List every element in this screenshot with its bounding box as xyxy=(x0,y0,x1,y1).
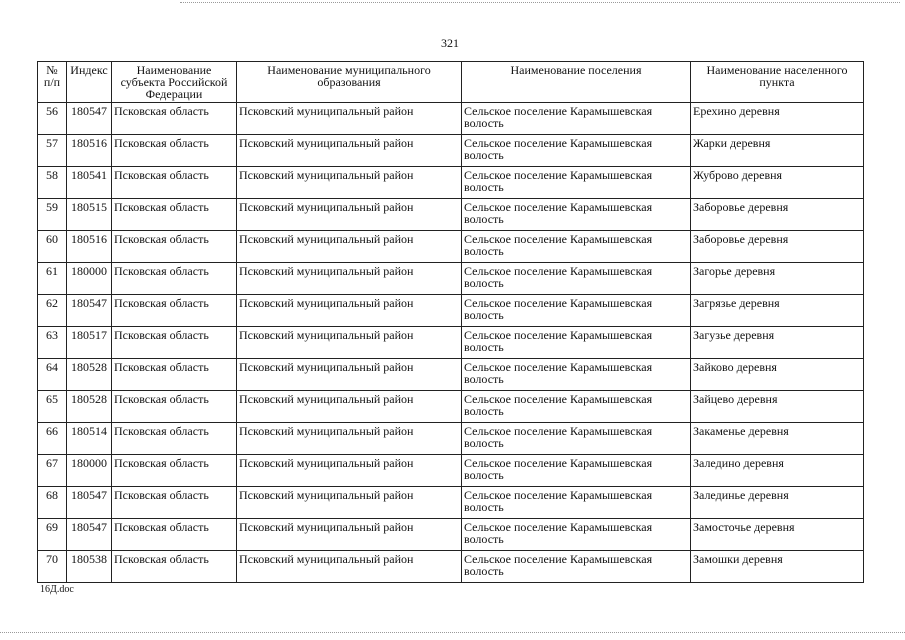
table-header-row xyxy=(38,62,864,103)
cell-municipality: Псковский муниципальный район xyxy=(237,135,462,167)
cell-index: 180547 xyxy=(67,295,112,327)
cell-subject: Псковская область xyxy=(112,295,237,327)
cell-settlement: Сельское поселение Карамышевская волость xyxy=(462,231,691,263)
cell-locality: Залединье деревня xyxy=(691,487,864,519)
cell-subject: Псковская область xyxy=(112,231,237,263)
cell-subject: Псковская область xyxy=(112,487,237,519)
cell-locality: Замосточье деревня xyxy=(691,519,864,551)
cell-locality: Закаменье деревня xyxy=(691,423,864,455)
table-row xyxy=(38,487,864,519)
cell-municipality: Псковский муниципальный район xyxy=(237,423,462,455)
cell-settlement: Сельское поселение Карамышевская волость xyxy=(462,423,691,455)
table-row xyxy=(38,423,864,455)
cell-index: 180547 xyxy=(67,519,112,551)
cell-municipality: Псковский муниципальный район xyxy=(237,391,462,423)
cell-municipality: Псковский муниципальный район xyxy=(237,487,462,519)
cell-num: 67 xyxy=(38,455,67,487)
header-municipality: Наименование муниципального образования xyxy=(237,62,462,103)
table-row xyxy=(38,199,864,231)
cell-locality: Ерехино деревня xyxy=(691,103,864,135)
cell-index: 180547 xyxy=(67,487,112,519)
cell-municipality: Псковский муниципальный район xyxy=(237,295,462,327)
cell-index: 180000 xyxy=(67,455,112,487)
cell-settlement: Сельское поселение Карамышевская волость xyxy=(462,263,691,295)
header-index: Индекс xyxy=(67,62,112,103)
cell-locality: Загорье деревня xyxy=(691,263,864,295)
cell-index: 180547 xyxy=(67,103,112,135)
cell-locality: Жуброво деревня xyxy=(691,167,864,199)
cell-municipality: Псковский муниципальный район xyxy=(237,167,462,199)
cell-settlement: Сельское поселение Карамышевская волость xyxy=(462,167,691,199)
page-number: 321 xyxy=(441,36,459,50)
cell-subject: Псковская область xyxy=(112,391,237,423)
cell-subject: Псковская область xyxy=(112,135,237,167)
cell-index: 180528 xyxy=(67,391,112,423)
cell-index: 180000 xyxy=(67,263,112,295)
cell-index: 180514 xyxy=(67,423,112,455)
header-settlement: Наименование поселения xyxy=(462,62,691,103)
cell-municipality: Псковский муниципальный район xyxy=(237,519,462,551)
cell-subject: Псковская область xyxy=(112,519,237,551)
cell-subject: Псковская область xyxy=(112,263,237,295)
cell-locality: Заледино деревня xyxy=(691,455,864,487)
cell-num: 68 xyxy=(38,487,67,519)
cell-municipality: Псковский муниципальный район xyxy=(237,551,462,583)
table-row xyxy=(38,551,864,583)
cell-index: 180517 xyxy=(67,327,112,359)
cell-num: 70 xyxy=(38,551,67,583)
cell-subject: Псковская область xyxy=(112,455,237,487)
cell-subject: Псковская область xyxy=(112,359,237,391)
table-row xyxy=(38,455,864,487)
cell-settlement: Сельское поселение Карамышевская волость xyxy=(462,519,691,551)
cell-locality: Замошки деревня xyxy=(691,551,864,583)
table-row xyxy=(38,231,864,263)
cell-index: 180528 xyxy=(67,359,112,391)
cell-settlement: Сельское поселение Карамышевская волость xyxy=(462,135,691,167)
cell-municipality: Псковский муниципальный район xyxy=(237,263,462,295)
cell-index: 180516 xyxy=(67,231,112,263)
cell-settlement: Сельское поселение Карамышевская волость xyxy=(462,327,691,359)
cell-locality: Жарки деревня xyxy=(691,135,864,167)
cell-subject: Псковская область xyxy=(112,199,237,231)
cell-index: 180515 xyxy=(67,199,112,231)
table-row xyxy=(38,103,864,135)
cell-num: 63 xyxy=(38,327,67,359)
cell-locality: Загузье деревня xyxy=(691,327,864,359)
cell-subject: Псковская область xyxy=(112,327,237,359)
footer-filename: 16Д.doc xyxy=(40,584,74,595)
cell-subject: Псковская область xyxy=(112,167,237,199)
locality-table xyxy=(37,61,864,583)
cell-locality: Зайцево деревня xyxy=(691,391,864,423)
cell-num: 65 xyxy=(38,391,67,423)
cell-num: 61 xyxy=(38,263,67,295)
cell-settlement: Сельское поселение Карамышевская волость xyxy=(462,391,691,423)
cell-settlement: Сельское поселение Карамышевская волость xyxy=(462,551,691,583)
cell-settlement: Сельское поселение Карамышевская волость xyxy=(462,295,691,327)
table-row xyxy=(38,359,864,391)
cell-settlement: Сельское поселение Карамышевская волость xyxy=(462,487,691,519)
cell-num: 60 xyxy=(38,231,67,263)
cell-index: 180541 xyxy=(67,167,112,199)
scan-artifact-top xyxy=(180,2,900,3)
cell-municipality: Псковский муниципальный район xyxy=(237,199,462,231)
cell-num: 62 xyxy=(38,295,67,327)
cell-locality: Заборовье деревня xyxy=(691,231,864,263)
table-row xyxy=(38,295,864,327)
cell-municipality: Псковский муниципальный район xyxy=(237,231,462,263)
cell-subject: Псковская область xyxy=(112,423,237,455)
table-row xyxy=(38,135,864,167)
cell-num: 57 xyxy=(38,135,67,167)
table-row xyxy=(38,167,864,199)
cell-num: 69 xyxy=(38,519,67,551)
cell-num: 66 xyxy=(38,423,67,455)
cell-municipality: Псковский муниципальный район xyxy=(237,455,462,487)
scan-artifact-bottom xyxy=(0,632,905,633)
cell-num: 64 xyxy=(38,359,67,391)
cell-num: 56 xyxy=(38,103,67,135)
cell-municipality: Псковский муниципальный район xyxy=(237,103,462,135)
cell-num: 59 xyxy=(38,199,67,231)
cell-settlement: Сельское поселение Карамышевская волость xyxy=(462,455,691,487)
cell-settlement: Сельское поселение Карамышевская волость xyxy=(462,359,691,391)
cell-municipality: Псковский муниципальный район xyxy=(237,359,462,391)
table-row xyxy=(38,391,864,423)
cell-settlement: Сельское поселение Карамышевская волость xyxy=(462,199,691,231)
cell-index: 180538 xyxy=(67,551,112,583)
table-row xyxy=(38,263,864,295)
header-locality: Наименование населенного пункта xyxy=(691,62,864,103)
cell-locality: Заборовье деревня xyxy=(691,199,864,231)
cell-locality: Загрязье деревня xyxy=(691,295,864,327)
cell-locality: Зайково деревня xyxy=(691,359,864,391)
cell-index: 180516 xyxy=(67,135,112,167)
table-row xyxy=(38,519,864,551)
cell-num: 58 xyxy=(38,167,67,199)
cell-subject: Псковская область xyxy=(112,103,237,135)
header-subject: Наименование субъекта Российской Федерации xyxy=(112,62,237,103)
cell-municipality: Псковский муниципальный район xyxy=(237,327,462,359)
header-num: № п/п xyxy=(38,62,67,103)
cell-settlement: Сельское поселение Карамышевская волость xyxy=(462,103,691,135)
table-row xyxy=(38,327,864,359)
cell-subject: Псковская область xyxy=(112,551,237,583)
